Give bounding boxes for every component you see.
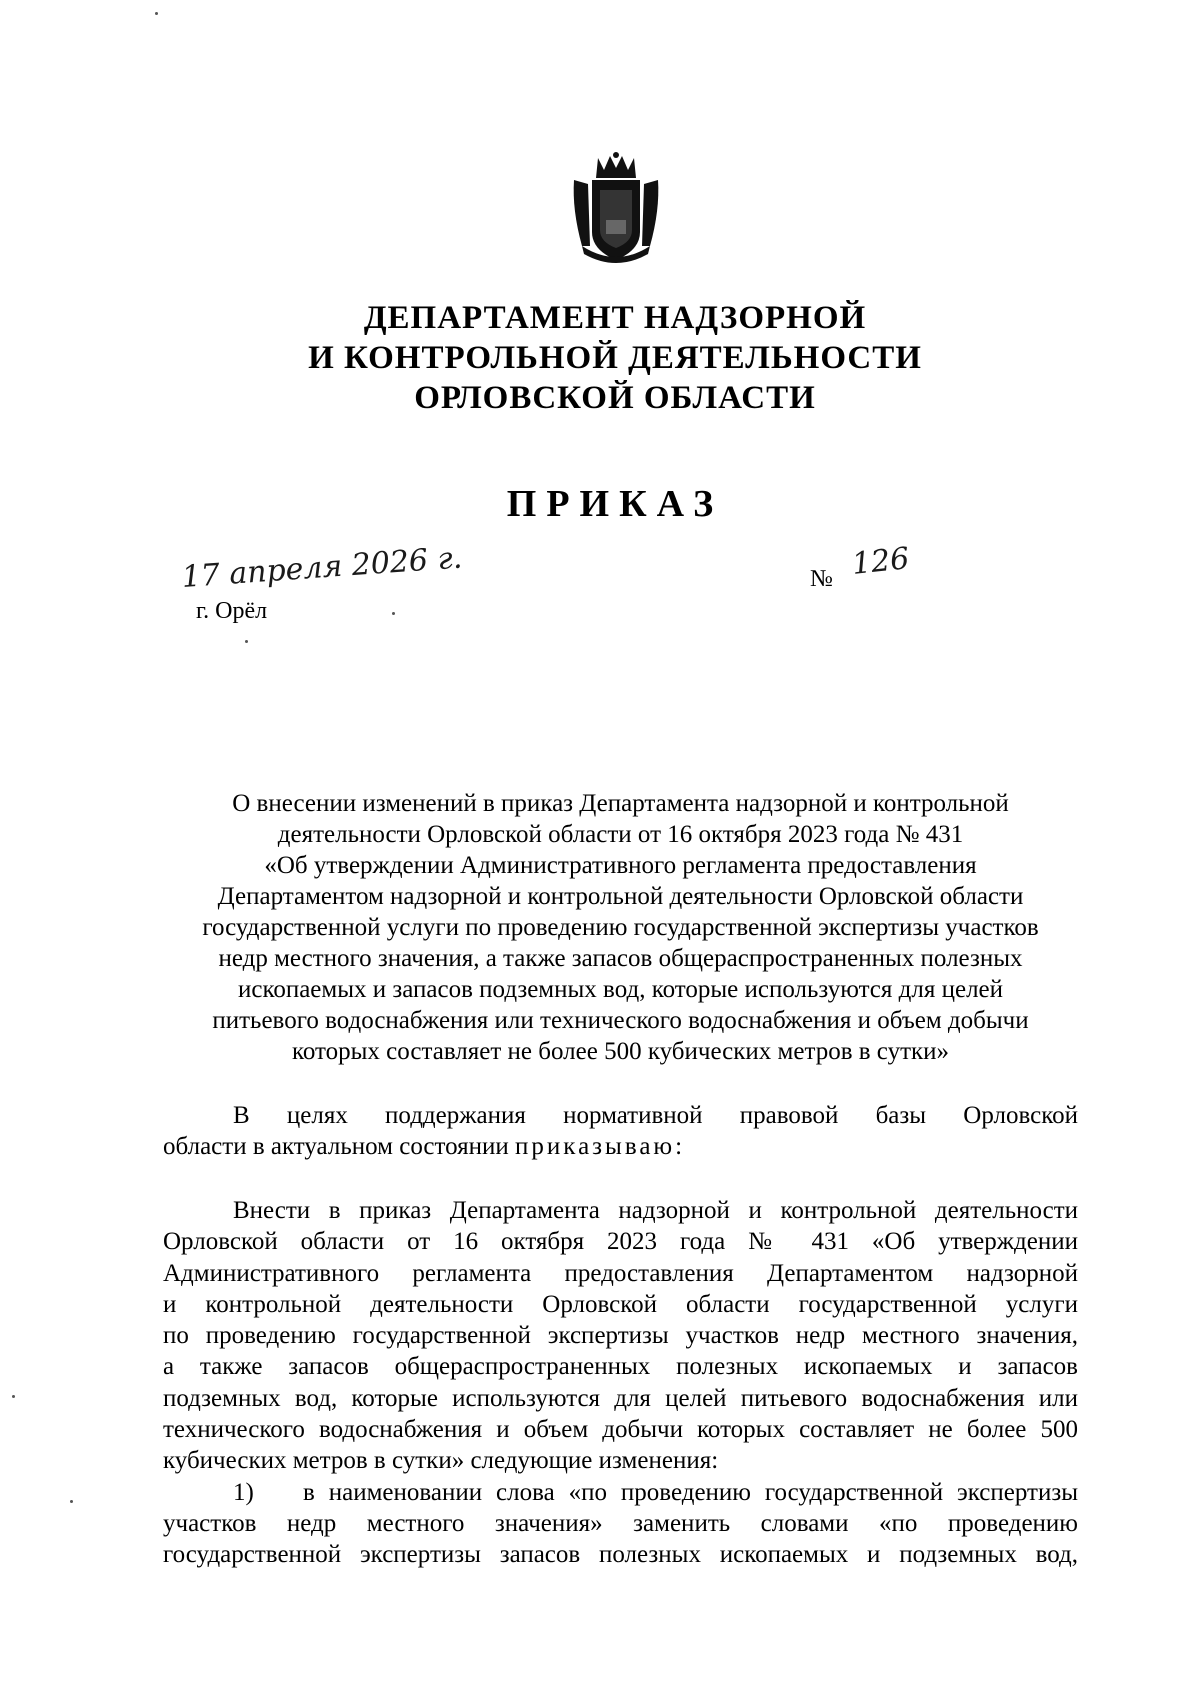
subject-line: которых составляет не более 500 кубических метров в сутки» (291, 1038, 950, 1065)
paragraph-line: а также запасов общераспространенных полезных ископаемых и запасов (163, 1353, 1078, 1381)
paragraph-line: технического водоснабжения и объем добычи которых составляет не более 500 (163, 1416, 1078, 1444)
paragraph-line: Орловской области от 16 октября 2023 года № 431 «Об утверждении (163, 1228, 1078, 1256)
subject-line: питьевого водоснабжения или технического водоснабжения и объем добычи (212, 1007, 1029, 1034)
paragraph-line: и контрольной деятельности Орловской области государственной услуги (163, 1290, 1078, 1318)
paragraph-line: кубических метров в сутки» следующие изменения: (163, 1447, 719, 1475)
subject-line: ископаемых и запасов подземных вод, которые используются для целей (237, 976, 1004, 1003)
list-item-1-line (163, 1477, 1078, 1508)
list-item-1-line: государственной экспертизы запасов полезных ископаемых и подземных вод, (163, 1541, 1078, 1569)
department-line-3: ОРЛОВСКОЙ ОБЛАСТИ (414, 380, 816, 416)
list-item-text: в наименовании слова «по проведению государственной экспертизы (303, 1478, 1078, 1506)
scan-speck (245, 640, 248, 643)
department-name (200, 298, 1030, 418)
list-item-number: 1) (233, 1478, 254, 1506)
city-label: г. Орёл (196, 598, 268, 624)
main-paragraph (163, 1195, 1078, 1571)
scan-speck (155, 12, 158, 15)
department-line-1: ДЕПАРТАМЕНТ НАДЗОРНОЙ (363, 300, 867, 336)
preamble-line (163, 1131, 1078, 1162)
preamble-line: В целях поддержания нормативной правовой базы Орловской (233, 1102, 1078, 1129)
subject-line: деятельности Орловской области от 16 октября 2023 года № 431 (277, 821, 964, 848)
paragraph-line: Внести в приказ Департамента надзорной и контрольной деятельности (233, 1197, 1078, 1224)
subject-line: «Об утверждении Административного регламента предоставления (264, 852, 977, 879)
order-number-label: № (810, 566, 833, 592)
order-title: ПРИКАЗ (506, 483, 724, 525)
subject-line: О внесении изменений в приказ Департамента надзорной и контрольной (232, 790, 1009, 817)
handwritten-date: 17 апреля 2026 г. (180, 540, 464, 595)
paragraph-line: подземных вод, которые используются для целей питьевого водоснабжения или (163, 1384, 1078, 1412)
order-subject (163, 788, 1078, 1067)
scan-speck (70, 1500, 73, 1503)
paragraph-line: по проведению государственной экспертизы участков недр местного значения, (163, 1322, 1078, 1350)
subject-line: Департаментом надзорной и контрольной деятельности Орловской области (217, 883, 1024, 910)
preamble-paragraph (163, 1100, 1078, 1163)
scan-speck (392, 612, 395, 615)
list-item-1-line: участков недр местного значения» заменить словами «по проведению (163, 1509, 1078, 1537)
subject-line: недр местного значения, а также запасов общераспространенных полезных (218, 945, 1023, 972)
department-line-2: И КОНТРОЛЬНОЙ ДЕЯТЕЛЬНОСТИ (308, 340, 922, 376)
coat-of-arms-emblem (568, 150, 664, 264)
preamble-text: области в актуальном состоянии (163, 1133, 509, 1161)
order-verb: приказываю: (515, 1133, 686, 1161)
subject-line: государственной услуги по проведению государственной экспертизы участков (202, 914, 1039, 941)
paragraph-line: Административного регламента предоставления Департаментом надзорной (163, 1259, 1078, 1287)
scan-speck (12, 1395, 15, 1398)
handwritten-order-number: 126 (850, 541, 911, 582)
